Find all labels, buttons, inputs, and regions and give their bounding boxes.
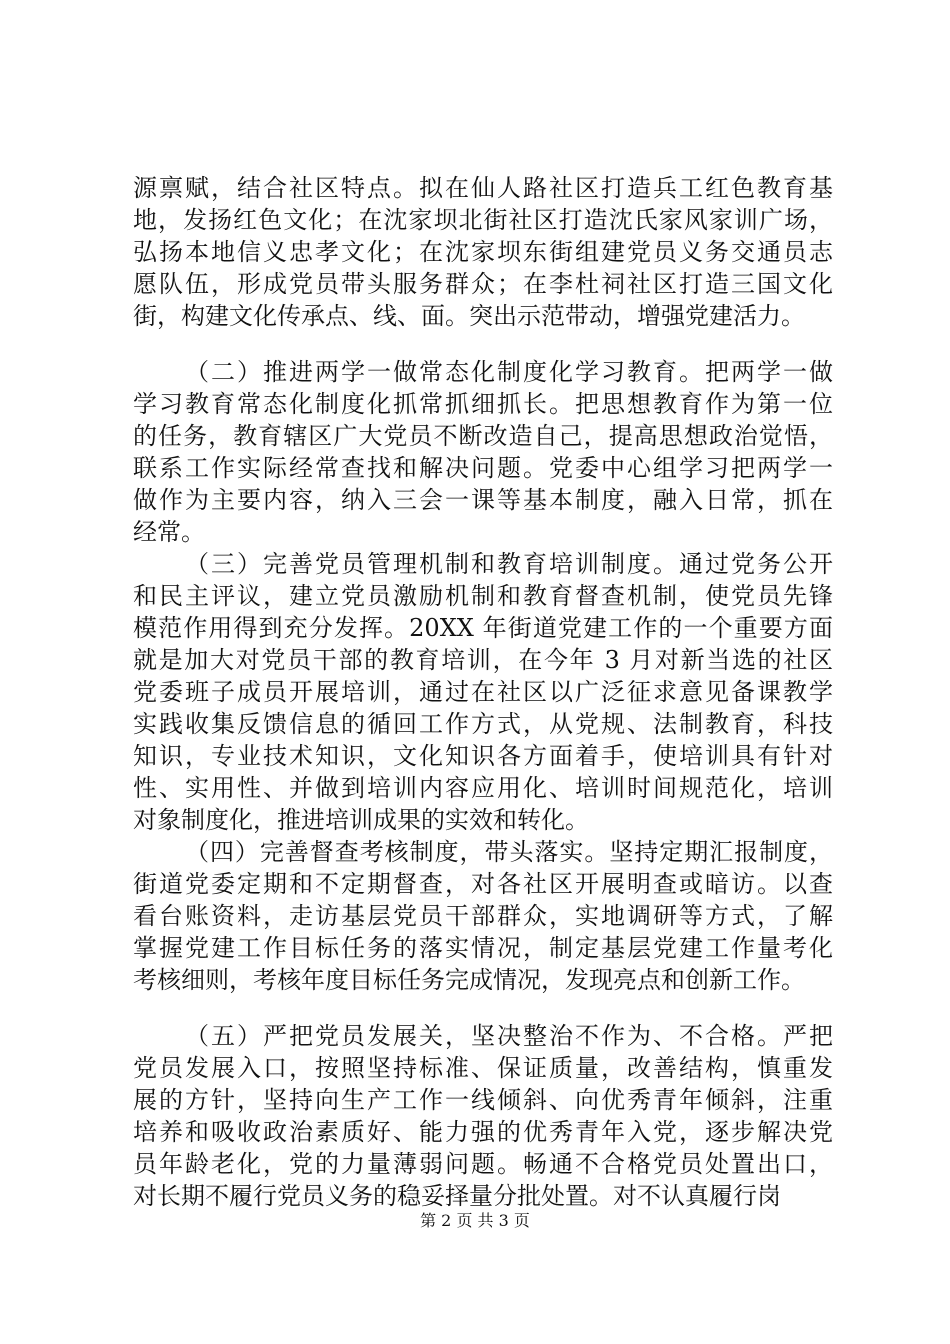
text-line: 的任务，教育辖区广大党员不断改造自己，提高思想政治觉悟， (133, 422, 833, 450)
text-line: 考核细则，考核年度目标任务完成情况，发现亮点和创新工作。 (133, 966, 805, 994)
text-line: 对象制度化，推进培训成果的实效和转化。 (133, 806, 589, 834)
paragraph (133, 836, 833, 996)
text-line: （二）推进两学一做常态化制度化学习教育。把两学一做 (185, 358, 833, 386)
text-line: 就是加大对党员干部的教育培训，在今年 3 月对新当选的社区 (133, 646, 833, 674)
text-line: 培养和吸收政治素质好、能力强的优秀青年入党，逐步解决党 (133, 1118, 833, 1146)
text-line: 做作为主要内容，纳入三会一课等基本制度，融入日常，抓在 (133, 486, 833, 514)
document-body (133, 172, 833, 1212)
text-line: 党委班子成员开展培训，通过在社区以广泛征求意见备课教学 (133, 678, 833, 706)
text-line: 街道党委定期和不定期督查，对各社区开展明查或暗访。以查 (133, 870, 833, 898)
text-line: 弘扬本地信义忠孝文化；在沈家坝东街组建党员义务交通员志 (133, 238, 833, 266)
paragraph (133, 172, 833, 332)
text-line: （四）完善督查考核制度，带头落实。坚持定期汇报制度， (185, 838, 833, 866)
text-line: （三）完善党员管理机制和教育培训制度。通过党务公开 (185, 550, 833, 578)
text-line: 联系工作实际经常查找和解决问题。党委中心组学习把两学一 (133, 454, 833, 482)
text-line: 党员发展入口，按照坚持标准、保证质量，改善结构，慎重发 (133, 1054, 833, 1082)
text-line: 掌握党建工作目标任务的落实情况，制定基层党建工作量考化 (133, 934, 833, 962)
text-line: 街，构建文化传承点、线、面。突出示范带动，增强党建活力。 (133, 302, 805, 330)
text-line: 和民主评议，建立党员激励机制和教育督查机制，使党员先锋 (133, 582, 833, 610)
text-line: 地，发扬红色文化；在沈家坝北街社区打造沈氏家风家训广场， (133, 206, 833, 234)
paragraph-spacer (133, 996, 833, 1020)
paragraph-spacer (133, 332, 833, 356)
page-footer: 第 2 页 共 3 页 (420, 1211, 530, 1230)
text-line: 经常。 (133, 518, 205, 546)
text-line: 源禀赋，结合社区特点。拟在仙人路社区打造兵工红色教育基 (133, 174, 833, 202)
text-line: 展的方针，坚持向生产工作一线倾斜、向优秀青年倾斜，注重 (133, 1086, 833, 1114)
paragraph (133, 356, 833, 548)
text-line: （五）严把党员发展关，坚决整治不作为、不合格。严把 (185, 1022, 833, 1050)
text-line: 学习教育常态化制度化抓常抓细抓长。把思想教育作为第一位 (133, 390, 833, 418)
text-line: 对长期不履行党员义务的稳妥择量分批处置。对不认真履行岗 (133, 1182, 781, 1210)
text-line: 愿队伍，形成党员带头服务群众；在李杜祠社区打造三国文化 (133, 270, 833, 298)
text-line: 性、实用性、并做到培训内容应用化、培训时间规范化，培训 (133, 774, 833, 802)
text-line: 模范作用得到充分发挥。20XX 年街道党建工作的一个重要方面 (133, 614, 833, 642)
paragraph (133, 548, 833, 836)
paragraph (133, 1020, 833, 1212)
text-line: 知识，专业技术知识，文化知识各方面着手，使培训具有针对 (133, 742, 833, 770)
text-line: 员年龄老化，党的力量薄弱问题。畅通不合格党员处置出口， (133, 1150, 833, 1178)
text-line: 实践收集反馈信息的循回工作方式，从党规、法制教育，科技 (133, 710, 833, 738)
text-line: 看台账资料，走访基层党员干部群众，实地调研等方式，了解 (133, 902, 833, 930)
